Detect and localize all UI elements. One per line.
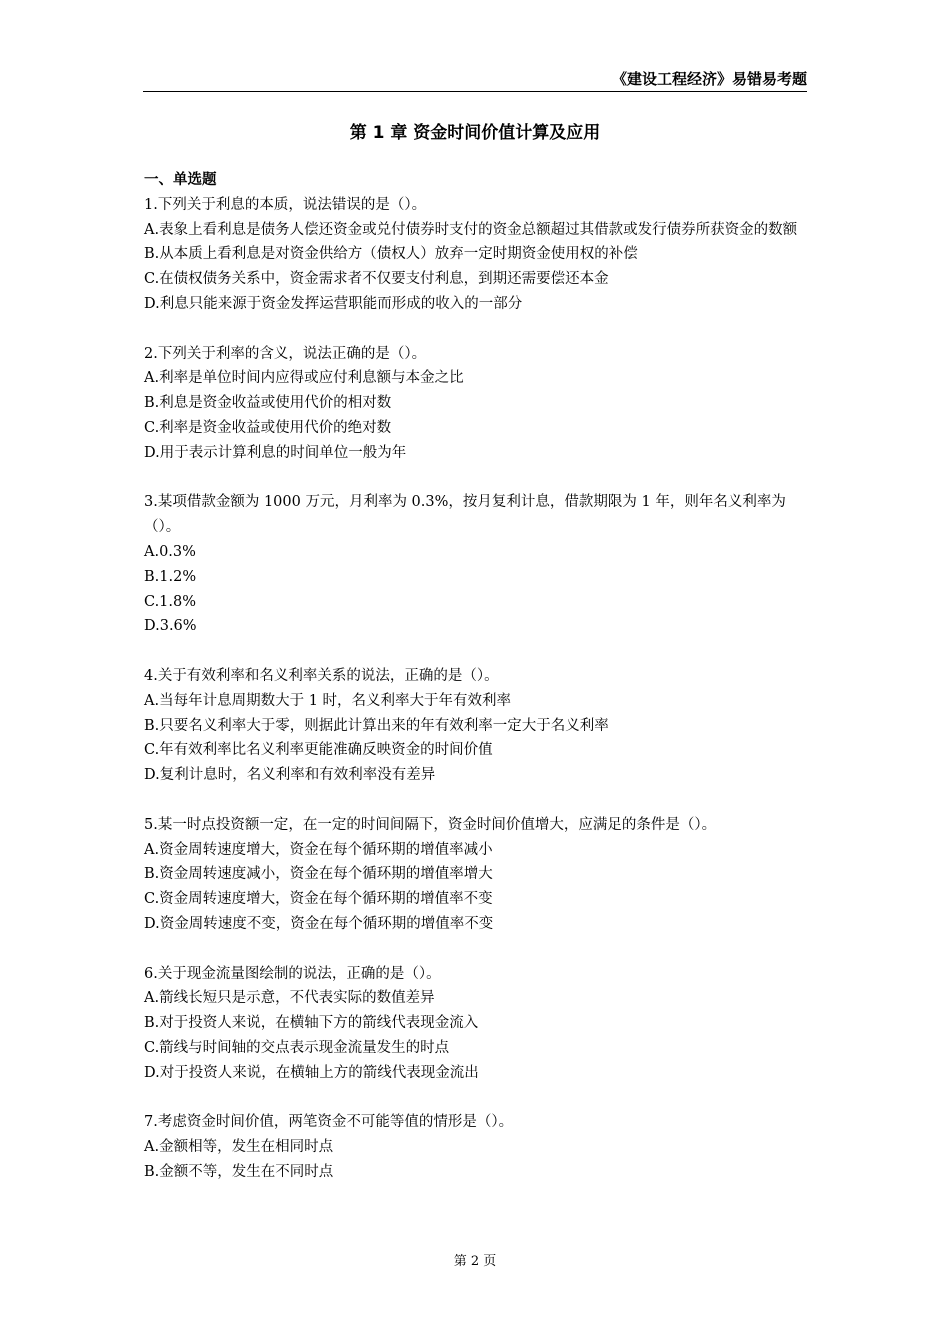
option-b: B.从本质上看利息是对资金供给方（债权人）放弃一定时期资金使用权的补偿 bbox=[144, 246, 638, 263]
option-c: C.1.8% bbox=[144, 593, 197, 610]
option-c: C.箭线与时间轴的交点表示现金流量发生的时点 bbox=[144, 1039, 450, 1056]
header-divider bbox=[143, 91, 807, 92]
question-stem: 6.关于现金流量图绘制的说法，正确的是（）。 bbox=[144, 965, 441, 982]
question-1 bbox=[144, 193, 812, 317]
question-3 bbox=[144, 490, 812, 639]
section-heading: 一、单选题 bbox=[144, 172, 217, 188]
question-6 bbox=[144, 962, 812, 1086]
option-b: B.1.2% bbox=[144, 568, 197, 585]
question-stem: 1.下列关于利息的本质，说法错误的是（）。 bbox=[144, 196, 427, 213]
question-2 bbox=[144, 342, 812, 466]
option-b: B.只要名义利率大于零，则据此计算出来的年有效利率一定大于名义利率 bbox=[144, 717, 609, 734]
page-content bbox=[144, 168, 812, 1209]
option-d: D.对于投资人来说，在横轴上方的箭线代表现金流出 bbox=[144, 1064, 479, 1081]
option-a: A.当每年计息周期数大于 1 时，名义利率大于年有效利率 bbox=[144, 692, 512, 709]
option-c: C.资金周转速度增大，资金在每个循环期的增值率不变 bbox=[144, 891, 493, 908]
option-c: C.利率是资金收益或使用代价的绝对数 bbox=[144, 419, 392, 436]
option-a: A.金额相等，发生在相同时点 bbox=[144, 1139, 334, 1156]
option-b: B.资金周转速度减小，资金在每个循环期的增值率增大 bbox=[144, 866, 493, 883]
option-d: D.复利计息时，名义利率和有效利率没有差异 bbox=[144, 767, 436, 784]
option-a: A.利率是单位时间内应得或应付利息额与本金之比 bbox=[144, 370, 464, 387]
option-b: B.对于投资人来说，在横轴下方的箭线代表现金流入 bbox=[144, 1015, 479, 1032]
option-d: D.利息只能来源于资金发挥运营职能而形成的收入的一部分 bbox=[144, 295, 523, 312]
option-c: C.在债权债务关系中，资金需求者不仅要支付利息，到期还需要偿还本金 bbox=[144, 271, 609, 288]
question-stem: 7.考虑资金时间价值，两笔资金不可能等值的情形是（）。 bbox=[144, 1114, 514, 1131]
option-b: B.利息是资金收益或使用代价的相对数 bbox=[144, 395, 392, 412]
option-a: A.箭线长短只是示意，不代表实际的数值差异 bbox=[144, 990, 435, 1007]
question-stem: 4.关于有效利率和名义利率关系的说法，正确的是（）。 bbox=[144, 667, 499, 684]
question-stem: 2.下列关于利率的含义，说法正确的是（）。 bbox=[144, 345, 427, 362]
option-d: D.3.6% bbox=[144, 618, 197, 635]
running-header: 《建设工程经济》易错易考题 bbox=[611, 70, 807, 88]
question-7 bbox=[144, 1110, 812, 1184]
question-4 bbox=[144, 664, 812, 788]
option-a: A.资金周转速度增大，资金在每个循环期的增值率减小 bbox=[144, 841, 493, 858]
option-d: D.用于表示计算利息的时间单位一般为年 bbox=[144, 444, 407, 461]
page-number: 第 2 页 bbox=[453, 1254, 497, 1269]
question-stem: 3.某项借款金额为 1000 万元，月利率为 0.3%，按月复利计息，借款期限为 1 年，则年名义利率为（）。 bbox=[144, 494, 786, 536]
question-5 bbox=[144, 813, 812, 937]
option-c: C.年有效利率比名义利率更能准确反映资金的时间价值 bbox=[144, 742, 493, 759]
option-b: B.金额不等，发生在不同时点 bbox=[144, 1163, 334, 1180]
chapter-title: 第 1 章 资金时间价值计算及应用 bbox=[349, 123, 601, 143]
option-a: A.表象上看利息是债务人偿还资金或兑付债券时支付的资金总额超过其借款或发行债券所获资金的数额 bbox=[144, 221, 798, 238]
option-a: A.0.3% bbox=[144, 543, 196, 560]
question-stem: 5.某一时点投资额一定，在一定的时间间隔下，资金时间价值增大，应满足的条件是（）。 bbox=[144, 816, 717, 833]
option-d: D.资金周转速度不变，资金在每个循环期的增值率不变 bbox=[144, 915, 494, 932]
